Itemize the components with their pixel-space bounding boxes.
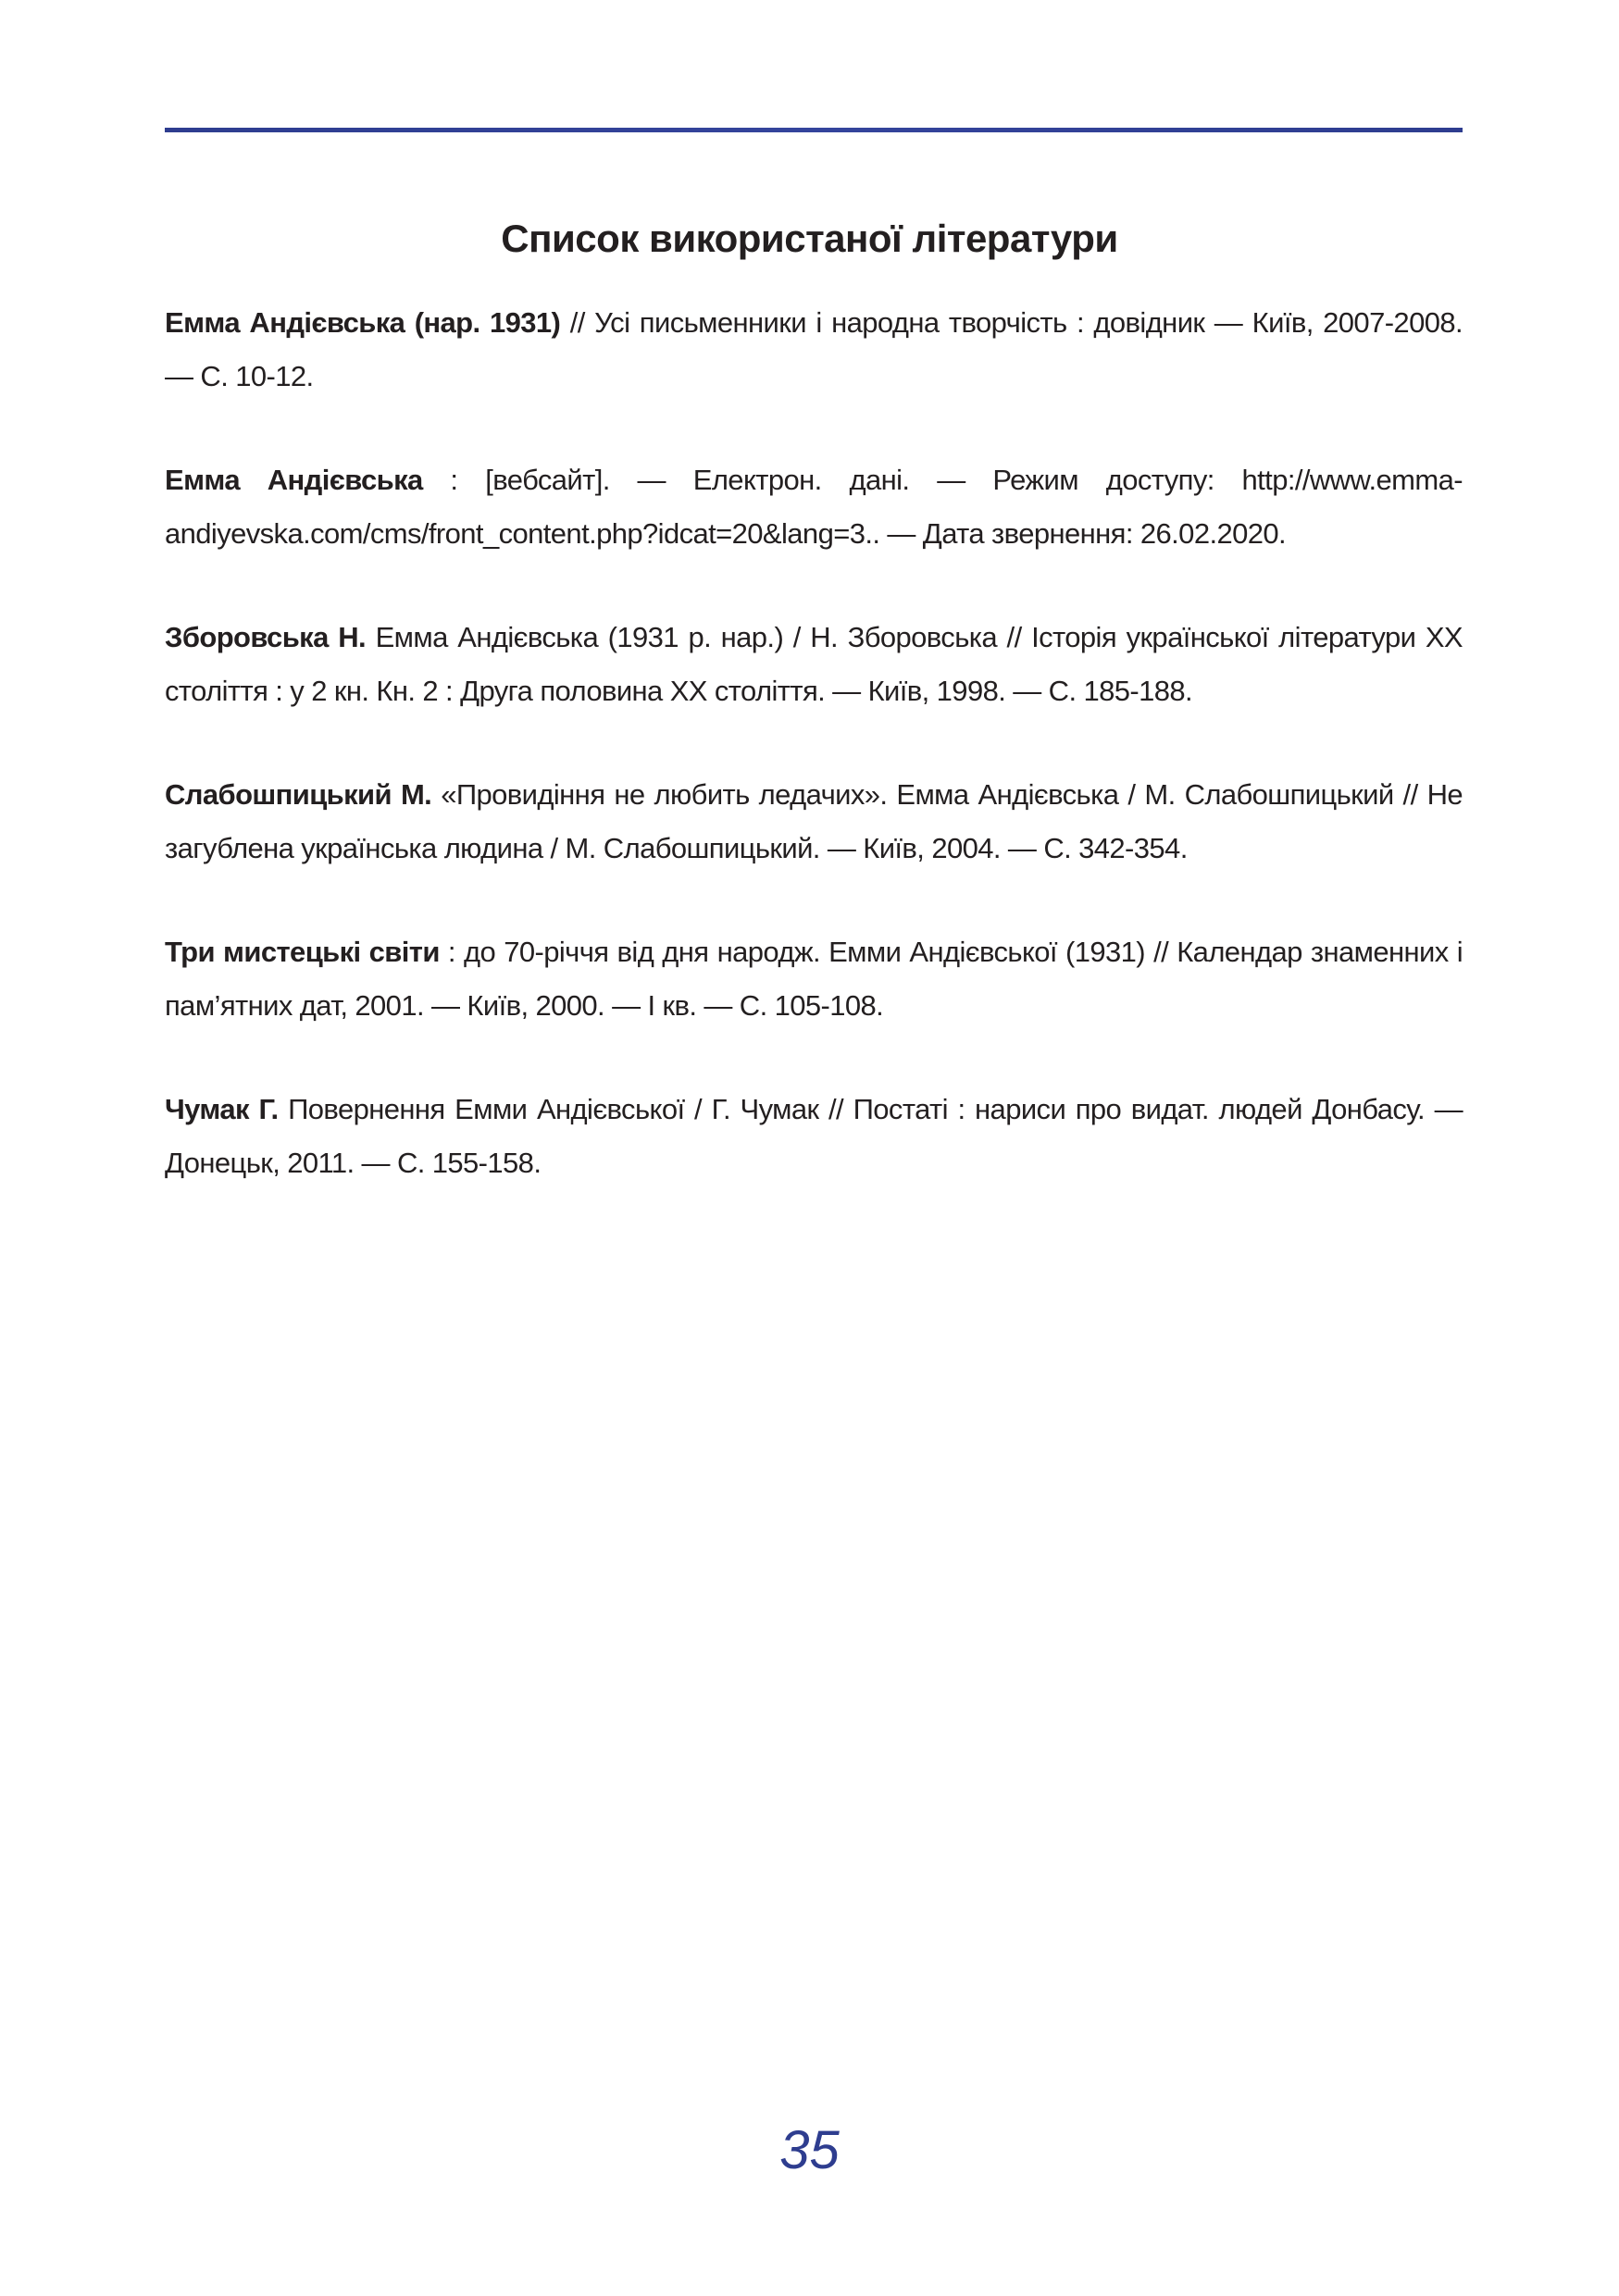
reference-list [165,296,1463,1240]
page-number: 35 [779,2120,840,2180]
reference-item [165,1083,1463,1190]
page-title: Список використаної літератури [501,217,1118,260]
reference-item [165,453,1463,561]
reference-text: «Провидіння не любить ледачих». Емма Андієвська / М. Слабошпицький // Не загублена українська людина / М. Слабошпицький. — Київ, 2004. — С. 342-354. [165,778,1463,864]
reference-author: Емма Андієвська (нар. 1931) [165,306,561,339]
reference-text: : [вебсайт]. — Електрон. дані. — Режим доступу: http://www.emma-andiyevska.com/cms/front_content.php?idcat=20&lang=3.. — Дата звернення: 26.02.2020. [165,464,1463,550]
reference-author: Емма Андієвська [165,464,423,496]
reference-author: Три мистецькі світи [165,936,440,968]
header-rule [165,128,1463,132]
reference-text: Повернення Емми Андієвської / Г. Чумак // Постаті : нариси про видат. людей Донбасу. — Донецьк, 2011. — С. 155-158. [165,1093,1463,1179]
reference-author: Чумак Г. [165,1093,279,1125]
reference-item [165,925,1463,1033]
reference-item [165,768,1463,875]
reference-text: Емма Андієвська (1931 р. нар.) / Н. Зборовська // Історія української літератури ХХ століття : у 2 кн. Кн. 2 : Друга половина ХХ століття. — Київ, 1998. — С. 185-188. [165,621,1463,707]
reference-item [165,296,1463,403]
reference-item [165,611,1463,718]
reference-author: Зборовська Н. [165,621,367,653]
reference-text: : до 70-річчя від дня народж. Емми Андієвської (1931) // Календар знаменних і пам’ятних дат, 2001. — Київ, 2000. — І кв. — С. 105-108. [165,936,1463,1022]
reference-author: Слабошпицький М. [165,778,432,811]
reference-text: // Усі письменники і народна творчість : довідник — Київ, 2007-2008. — С. 10-12. [165,306,1463,392]
